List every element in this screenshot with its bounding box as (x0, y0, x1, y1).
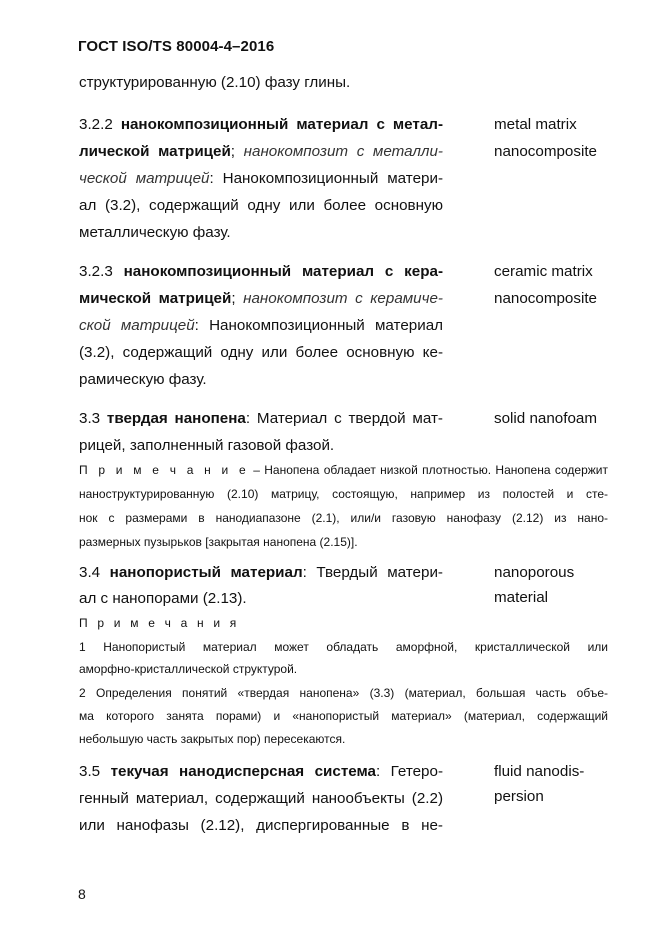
term-3-2-3-line-3: ской матрицей: Нанокомпозиционный материал (79, 317, 444, 334)
term-3-2-2-english-2: nanocomposite (494, 143, 598, 160)
term-3-5-english-1: fluid nanodis- (494, 763, 585, 780)
term-3-2-2-line-2: лической матрицей; нанокомпозит с металли- (79, 143, 443, 160)
notes-3-4-label: П р и м е ч а н и я (79, 616, 240, 630)
term-3-5-line-1: 3.5 текучая нанодисперсная система: Гетеро- (79, 763, 444, 780)
note-3-4-1-line-1: 1 Нанопористый материал может обладать аморфной, кристаллической или (79, 640, 608, 654)
term-3-2-3-line-2: мической матрицей; нанокомпозит с керамиче- (79, 290, 443, 307)
term-3-2-2-line-3: ческой матрицей: Нанокомпозиционный матери- (79, 170, 444, 187)
note-3-4-1-line-2: аморфно-кристаллической структурой. (79, 662, 298, 676)
note-3-3-line-3: нок с размерами в нанодиапазоне (2.1), или/и газовую нанофазу (2.12) из нано- (79, 511, 608, 525)
term-3-4-line-1: 3.4 нанопористый материал: Твердый матери- (79, 564, 443, 581)
term-3-4-english-2: material (494, 589, 549, 606)
term-3-5-line-3: или нанофазы (2.12), диспергированные в не- (79, 817, 443, 834)
continuation-text: структурированную (2.10) фазу глины. (79, 74, 351, 91)
term-3-5-english-2: persion (494, 788, 544, 805)
note-3-4-2-line-2: ма которого занята порами) и «нанопористый материал» (материал, содержащий (79, 709, 608, 723)
note-3-4-2-line-3: небольшую часть закрытых пор) пересекаются. (79, 732, 346, 746)
note-3-3-line-2: наноструктурированную (2.10) матрицу, состоящую, например из полостей и сте- (79, 487, 608, 501)
term-3-2-2-line-1: 3.2.2 нанокомпозиционный материал с метал- (79, 116, 443, 133)
term-3-2-2-english-1: metal matrix (494, 116, 577, 133)
term-3-3-line-2: рицей, заполненный газовой фазой. (79, 437, 335, 454)
term-3-2-3-line-1: 3.2.3 нанокомпозиционный материал с кера- (79, 263, 444, 280)
term-3-4-english-1: nanoporous (494, 564, 575, 581)
note-3-3-line-1: П р и м е ч а н и е – Нанопена обладает низкой плотностью. Нанопена содержит (79, 463, 608, 477)
term-3-4-line-2: ал с нанопорами (2.13). (79, 590, 247, 607)
note-3-3-line-4: размерных пузырьков [закрытая нанопена (2.15)]. (79, 535, 358, 549)
term-3-2-2-line-4: ал (3.2), содержащий одну или более основную (79, 197, 443, 214)
note-3-4-2-line-1: 2 Определения понятий «твердая нанопена» (3.3) (материал, большая часть объе- (79, 686, 608, 700)
term-3-5-line-2: генный материал, содержащий нанообъекты (2.2) (79, 790, 443, 807)
term-3-3-line-1: 3.3 твердая нанопена: Материал с твердой мат- (79, 410, 443, 427)
page-number: 8 (78, 886, 86, 902)
term-3-3-english-1: solid nanofoam (494, 410, 598, 427)
term-3-2-3-english-2: nanocomposite (494, 290, 598, 307)
document-header: ГОСТ ISO/TS 80004-4–2016 (78, 38, 275, 55)
term-3-2-3-line-4: (3.2), содержащий одну или более основную ке- (79, 344, 443, 361)
term-3-2-2-line-5: металлическую фазу. (79, 224, 231, 241)
term-3-2-3-english-1: ceramic matrix (494, 263, 593, 280)
term-3-2-3-line-5: рамическую фазу. (79, 371, 207, 388)
